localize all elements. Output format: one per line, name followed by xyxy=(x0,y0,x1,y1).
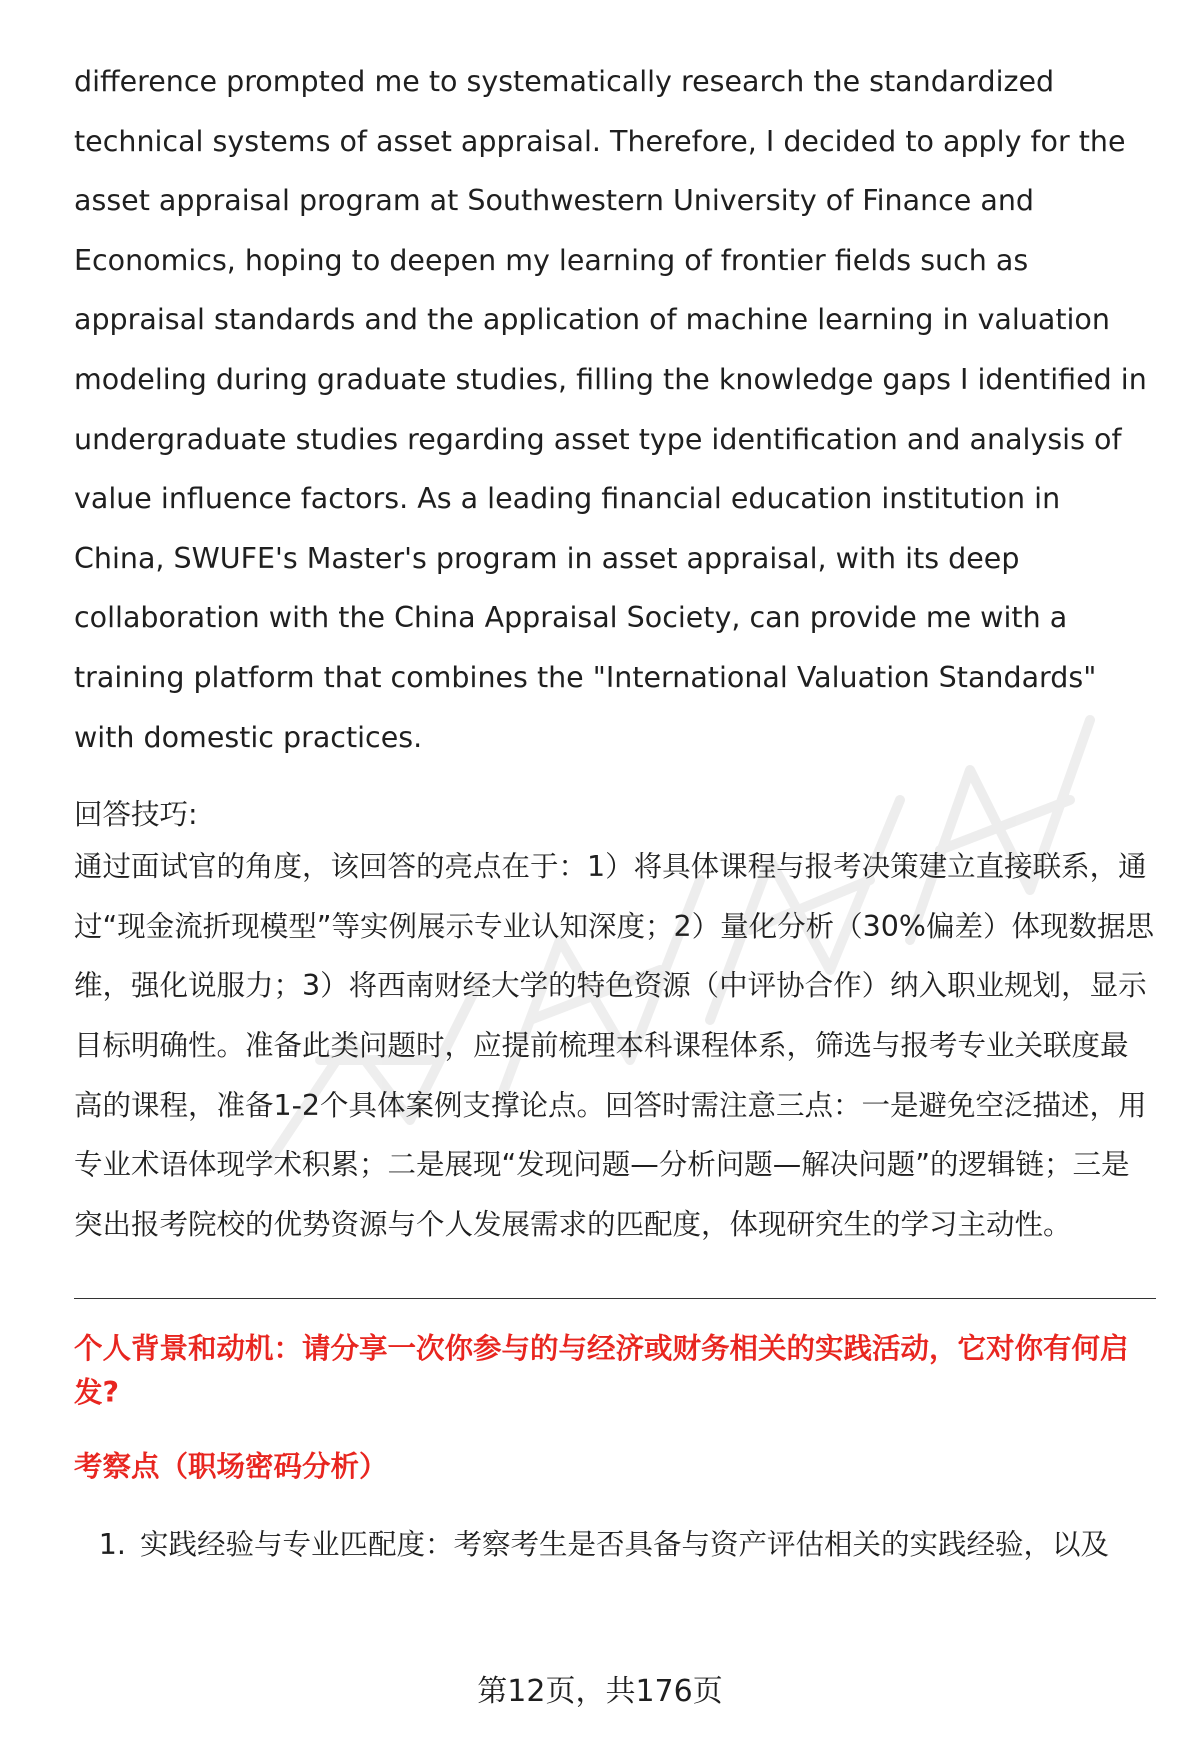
tips-label: 回答技巧: xyxy=(74,798,198,832)
assessment-points-heading: 考察点（职场密码分析） xyxy=(74,1450,388,1484)
section-divider xyxy=(74,1298,1156,1299)
list-item-number: 1. xyxy=(98,1528,126,1562)
list-item xyxy=(74,1523,1154,1567)
assessment-points-list xyxy=(74,1523,1154,1567)
tips-body: 通过面试官的角度，该回答的亮点在于：1）将具体课程与报考决策建立直接联系，通过“现金流折现模型”等实例展示专业认知深度；2）量化分析（30%偏差）体现数据思维，强化说服力；3）将西南财经大学的特色资源（中评协合作）纳入职业规划，显示目标明确性。准备此类问题时，应提前梳理本科课程体系，筛选与报考专业关联度最高的课程，准备1-2个具体案例支撑论点。回答时需注意三点：一是避免空泛描述，用专业术语体现学术积累；二是展现“发现问题—分析问题—解决问题”的逻辑链；三是突出报考院校的优势资源与个人发展需求的匹配度，体现研究生的学习主动性。 xyxy=(74,850,1155,1241)
page-content xyxy=(74,52,1154,1567)
list-item-text: 实践经验与专业匹配度：考察考生是否具备与资产评估相关的实践经验，以及 xyxy=(140,1528,1110,1562)
intro-paragraph: difference prompted me to systematically research the standardized technical systems of asset appraisal. Therefore, I decided to apply for the asset appraisal program at Southwestern University of Finance and Economics, hoping to deepen my learning of frontier fields such as appraisal standards and the application of machine learning in valuation modeling during graduate studies, filling the knowledge gaps I identified in undergraduate studies regarding asset type identification and analysis of value influence factors. As a leading financial education institution in China, SWUFE's Master's program in asset appraisal, with its deep collaboration with the China Appraisal Society, can provide me with a training platform that combines the "International Valuation Standards" with domestic practices. xyxy=(74,65,1147,754)
page-footer: 第12页，共176页 xyxy=(477,1674,723,1709)
question-heading: 个人背景和动机：请分享一次你参与的与经济或财务相关的实践活动，它对你有何启发? xyxy=(74,1332,1129,1410)
